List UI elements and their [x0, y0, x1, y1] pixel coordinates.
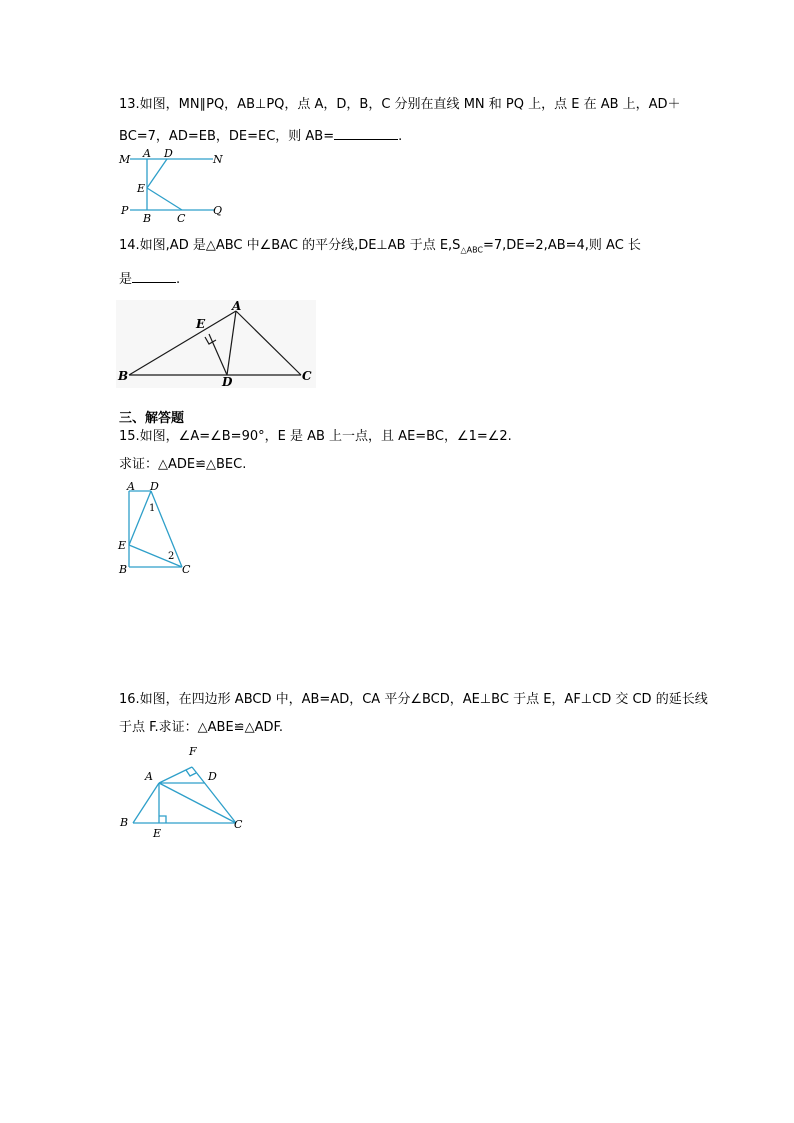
q16-label-c: C [234, 818, 243, 831]
q15-figure [116, 478, 196, 576]
q14-text-line2 [119, 270, 180, 288]
q16-label-f: F [189, 745, 197, 758]
q14-label-c: C [302, 369, 312, 383]
q13-text-line2 [119, 127, 402, 145]
q13-segment-ed [147, 159, 167, 188]
q14-text-line2-post: . [176, 272, 181, 287]
q13-text-line2-post: . [398, 129, 403, 144]
q15-label-e: E [118, 539, 127, 552]
q15-segment-de [129, 491, 151, 545]
q13-label-c: C [177, 212, 186, 224]
q13-label-e: E [137, 182, 146, 195]
q15-angle-label-1: 1 [149, 503, 156, 514]
q15-angle-label-2: 2 [168, 551, 175, 562]
q14-text-line1-pre: 14.如图,AD 是△ABC 中∠BAC 的平分线,DE⊥AB 于点 E,S [119, 238, 461, 253]
q14-answer-blank [132, 270, 176, 283]
q14-area-subscript: △ABC [460, 245, 483, 255]
q13-label-m: M [119, 153, 131, 166]
q16-label-b: B [120, 816, 129, 829]
q13-figure [116, 146, 236, 224]
q16-label-d: D [208, 770, 217, 783]
q14-figure [116, 300, 316, 388]
q16-figure [116, 742, 251, 840]
q13-label-n: N [213, 153, 223, 166]
q14-text-line1 [119, 238, 641, 259]
q16-text-line1: 16.如图，在四边形 ABCD 中，AB=AD，CA 平分∠BCD，AE⊥BC 于点 E，AF⊥CD 交 CD 的延长线 [119, 692, 708, 707]
q15-label-a: A [127, 480, 135, 493]
q15-label-c: C [182, 563, 191, 576]
q14-label-d: D [222, 375, 233, 388]
q16-text-line2: 于点 F.求证：△ABE≌△ADF. [119, 720, 283, 735]
q14-label-e: E [196, 317, 206, 331]
q14-text-line1-post: =7,DE=2,AB=4,则 AC 长 [483, 238, 641, 253]
q13-label-p: P [121, 204, 129, 217]
q16-right-angle-mark-e [159, 816, 166, 823]
q13-segment-ec [147, 188, 182, 210]
q16-label-e: E [153, 827, 162, 840]
q16-segment-ac [159, 783, 236, 823]
q14-label-b: B [118, 369, 129, 383]
q15-text-line1: 15.如图，∠A=∠B=90°，E 是 AB 上一点，且 AE=BC，∠1=∠2. [119, 429, 512, 444]
q13-answer-blank [334, 127, 398, 140]
q16-segment-af [159, 767, 192, 783]
q15-text-line2: 求证：△ADE≌△BEC. [119, 457, 247, 472]
q13-text-line2-pre: BC=7，AD=EB，DE=EC，则 AB= [119, 129, 335, 144]
q13-label-a: A [143, 147, 151, 160]
q15-label-b: B [119, 563, 128, 576]
q15-label-d: D [150, 480, 159, 493]
q13-label-q: Q [213, 204, 223, 217]
q14-label-a: A [232, 300, 242, 313]
q13-text-line1: 13.如图，MN∥PQ，AB⊥PQ，点 A，D，B，C 分别在直线 MN 和 PQ 上，点 E 在 AB 上，AD＋ [119, 97, 681, 112]
q16-segment-ab [133, 783, 159, 823]
q13-label-b: B [143, 212, 152, 224]
q14-text-line2-pre: 是 [119, 272, 133, 287]
section-heading-solutions: 三、解答题 [119, 411, 185, 426]
q13-label-d: D [164, 147, 173, 160]
q16-label-a: A [145, 770, 153, 783]
